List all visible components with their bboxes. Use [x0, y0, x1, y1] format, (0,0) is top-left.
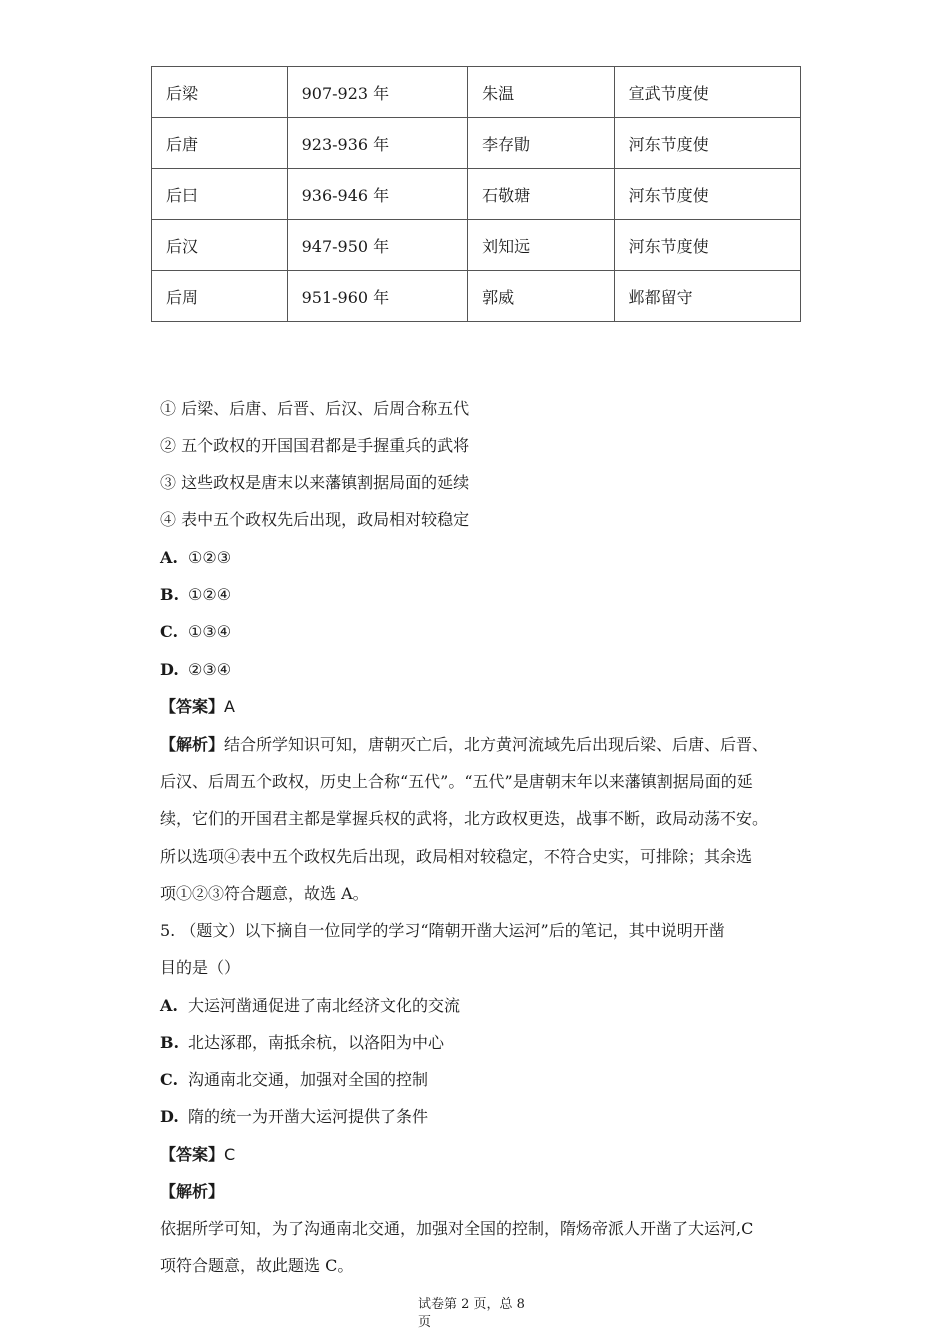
- years-cell: 936-946 年: [287, 169, 467, 220]
- dynasty-cell: 后唐: [152, 118, 288, 169]
- table-row: [152, 271, 801, 322]
- analysis-label: 【解析】: [160, 735, 225, 754]
- founder-cell: 石敬瑭: [468, 169, 615, 220]
- option-text: 北达涿郡，南抵余杭，以洛阳为中心: [188, 1033, 445, 1052]
- q5-analysis-line-2: 项符合题意，故此题选 C。: [160, 1256, 354, 1275]
- option-letter: C.: [160, 622, 179, 641]
- founder-cell: 刘知远: [468, 220, 615, 271]
- founder-cell: 郭威: [468, 271, 615, 322]
- statement-1: ① 后梁、后唐、后晋、后汉、后周合称五代: [160, 399, 470, 418]
- q4-analysis-line-1: [160, 735, 768, 755]
- founder-cell: 李存勖: [468, 118, 615, 169]
- years-cell: 907-923 年: [287, 67, 467, 118]
- q4-answer: [160, 697, 235, 717]
- option-text: ②③④: [188, 660, 232, 679]
- option-letter: A.: [160, 548, 178, 567]
- q5-option-b: [160, 1033, 444, 1053]
- q4-option-c: [160, 622, 231, 642]
- answer-label: 【答案】: [160, 1145, 225, 1164]
- q4-option-b: [160, 585, 231, 605]
- option-text: 隋的统一为开凿大运河提供了条件: [188, 1107, 429, 1126]
- dynasty-cell: 后曰: [152, 169, 288, 220]
- option-letter: D.: [160, 1107, 179, 1126]
- answer-label: 【答案】: [160, 697, 225, 716]
- founder-cell: 朱温: [468, 67, 615, 118]
- q4-option-d: [160, 660, 231, 680]
- origin-cell: 河东节度使: [614, 220, 800, 271]
- table-row: [152, 220, 801, 271]
- years-cell: 951-960 年: [287, 271, 467, 322]
- table-row: [152, 118, 801, 169]
- dynasty-cell: 后周: [152, 271, 288, 322]
- option-letter: B.: [160, 1033, 180, 1052]
- q5-stem-line-1: 5. （题文）以下摘自一位同学的学习“隋朝开凿大运河”后的笔记，其中说明开凿: [160, 921, 725, 940]
- q4-analysis-line-3: 续，它们的开国君主都是掌握兵权的武将，北方政权更迭，战事不断，政局动荡不安。: [160, 809, 769, 828]
- origin-cell: 河东节度使: [614, 118, 800, 169]
- option-text: ①②④: [188, 585, 232, 604]
- q4-option-a: [160, 548, 231, 568]
- years-cell: 923-936 年: [287, 118, 467, 169]
- page-footer-line-1: 试卷第 2 页，总 8: [418, 1297, 525, 1312]
- analysis-text: 结合所学知识可知，唐朝灭亡后，北方黄河流域先后出现后梁、后唐、后晋、: [224, 735, 769, 754]
- option-text: ①③④: [188, 622, 232, 641]
- table-row: [152, 67, 801, 118]
- q5-analysis-label: [160, 1182, 224, 1202]
- option-text: 沟通南北交通，加强对全国的控制: [188, 1070, 429, 1089]
- dynasty-table: [151, 66, 801, 322]
- q5-option-c: [160, 1070, 428, 1090]
- origin-cell: 河东节度使: [614, 169, 800, 220]
- option-letter: C.: [160, 1070, 179, 1089]
- q5-option-d: [160, 1107, 428, 1127]
- option-letter: A.: [160, 996, 178, 1015]
- option-letter: D.: [160, 660, 179, 679]
- q4-analysis-line-5: 项①②③符合题意，故选 A。: [160, 884, 369, 903]
- answer-value: A: [224, 697, 235, 716]
- statement-2: ② 五个政权的开国国君都是手握重兵的武将: [160, 436, 470, 455]
- option-text: ①②③: [188, 548, 232, 567]
- analysis-label: 【解析】: [160, 1182, 225, 1201]
- q4-analysis-line-4: 所以选项④表中五个政权先后出现，政局相对较稳定，不符合史实，可排除；其余选: [160, 847, 753, 866]
- origin-cell: 邺都留守: [614, 271, 800, 322]
- q5-answer: [160, 1145, 235, 1165]
- option-text: 大运河凿通促进了南北经济文化的交流: [188, 996, 461, 1015]
- answer-value: C: [224, 1145, 236, 1164]
- years-cell: 947-950 年: [287, 220, 467, 271]
- q5-stem-line-2: 目的是（）: [160, 958, 241, 977]
- q4-analysis-line-2: 后汉、后周五个政权，历史上合称“五代”。“五代”是唐朝末年以来藩镇割据局面的延: [160, 772, 753, 791]
- statement-3: ③ 这些政权是唐末以来藩镇割据局面的延续: [160, 473, 470, 492]
- origin-cell: 宣武节度使: [614, 67, 800, 118]
- q5-option-a: [160, 996, 460, 1016]
- page-footer-line-2: 页: [418, 1315, 432, 1330]
- dynasty-cell: 后汉: [152, 220, 288, 271]
- table-row: [152, 169, 801, 220]
- statement-4: ④ 表中五个政权先后出现，政局相对较稳定: [160, 510, 470, 529]
- dynasty-cell: 后梁: [152, 67, 288, 118]
- q5-analysis-line-1: 依据所学可知，为了沟通南北交通，加强对全国的控制，隋炀帝派人开凿了大运河,C: [160, 1219, 754, 1238]
- option-letter: B.: [160, 585, 180, 604]
